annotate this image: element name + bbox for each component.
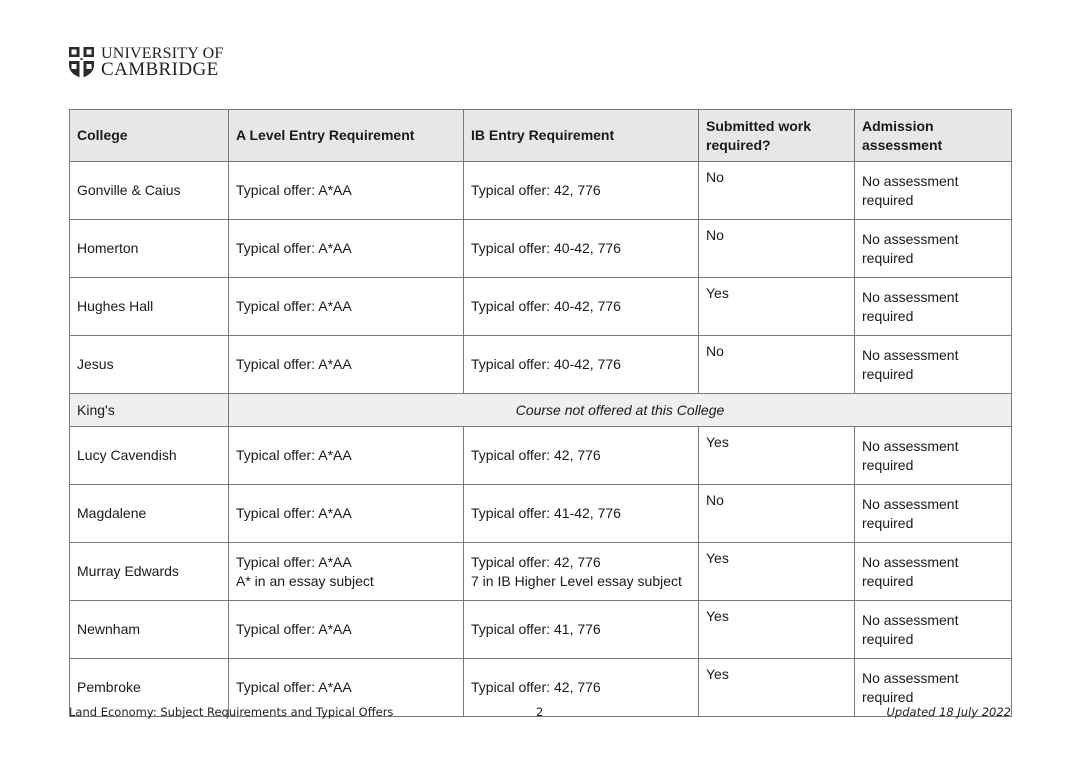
college-cell: King's — [70, 394, 229, 427]
college-cell: Murray Edwards — [70, 543, 229, 601]
column-header-college: College — [70, 110, 229, 162]
table-row — [70, 336, 1012, 394]
alevel-cell: Typical offer: A*AA — [229, 162, 464, 220]
logo-wordmark — [101, 46, 223, 78]
table-header-row — [70, 110, 1012, 162]
alevel-cell: Typical offer: A*AA — [229, 659, 464, 717]
ib-cell: Typical offer: 42, 776 — [464, 659, 699, 717]
table-row — [70, 162, 1012, 220]
assessment-cell: No assessment required — [855, 427, 1012, 485]
submitted-work-cell: Yes — [699, 601, 855, 659]
submitted-work-cell: No — [699, 336, 855, 394]
column-header-ib: IB Entry Requirement — [464, 110, 699, 162]
ib-cell: Typical offer: 41, 776 — [464, 601, 699, 659]
submitted-work-cell: No — [699, 220, 855, 278]
college-cell: Gonville & Caius — [70, 162, 229, 220]
assessment-cell: No assessment required — [855, 659, 1012, 717]
college-cell: Lucy Cavendish — [70, 427, 229, 485]
alevel-cell: Typical offer: A*AA — [229, 278, 464, 336]
submitted-work-cell: No — [699, 485, 855, 543]
alevel-cell: Typical offer: A*AA — [229, 220, 464, 278]
submitted-work-cell: Yes — [699, 659, 855, 717]
footer-page-number: 2 — [536, 705, 544, 719]
alevel-line: A* in an essay subject — [236, 572, 374, 589]
alevel-cell: Typical offer: A*AA — [229, 427, 464, 485]
college-cell: Magdalene — [70, 485, 229, 543]
table-row — [70, 543, 1012, 601]
table-row — [70, 220, 1012, 278]
column-header-submitted-work: Submitted work required? — [699, 110, 855, 162]
assessment-cell: No assessment required — [855, 485, 1012, 543]
logo-line-1: UNIVERSITY OF — [101, 45, 224, 62]
table-row — [70, 485, 1012, 543]
ib-cell: Typical offer: 42, 776 — [464, 427, 699, 485]
ib-cell: Typical offer: 40-42, 776 — [464, 278, 699, 336]
ib-cell: Typical offer: 40-42, 776 — [464, 336, 699, 394]
table-row — [70, 278, 1012, 336]
column-header-alevel: A Level Entry Requirement — [229, 110, 464, 162]
column-header-admission-assessment: Admission assessment — [855, 110, 1012, 162]
assessment-cell: No assessment required — [855, 543, 1012, 601]
ib-cell — [464, 543, 699, 601]
alevel-cell: Typical offer: A*AA — [229, 336, 464, 394]
assessment-cell: No assessment required — [855, 336, 1012, 394]
college-cell: Pembroke — [70, 659, 229, 717]
university-logo — [68, 44, 223, 80]
alevel-line: Typical offer: A*AA — [236, 553, 352, 570]
assessment-cell: No assessment required — [855, 162, 1012, 220]
college-cell: Homerton — [70, 220, 229, 278]
table-row — [70, 427, 1012, 485]
logo-line-2: CAMBRIDGE — [101, 59, 219, 80]
cambridge-shield-icon — [68, 46, 95, 79]
submitted-work-cell: Yes — [699, 543, 855, 601]
alevel-cell — [229, 543, 464, 601]
assessment-cell: No assessment required — [855, 601, 1012, 659]
college-cell: Jesus — [70, 336, 229, 394]
ib-line: 7 in IB Higher Level essay subject — [471, 572, 682, 589]
alevel-cell: Typical offer: A*AA — [229, 485, 464, 543]
submitted-work-cell: No — [699, 162, 855, 220]
college-cell: Hughes Hall — [70, 278, 229, 336]
table-row — [70, 601, 1012, 659]
ib-cell: Typical offer: 41-42, 776 — [464, 485, 699, 543]
ib-cell: Typical offer: 40-42, 776 — [464, 220, 699, 278]
college-cell: Newnham — [70, 601, 229, 659]
ib-cell: Typical offer: 42, 776 — [464, 162, 699, 220]
assessment-cell: No assessment required — [855, 220, 1012, 278]
alevel-cell: Typical offer: A*AA — [229, 601, 464, 659]
submitted-work-cell: Yes — [699, 427, 855, 485]
assessment-cell: No assessment required — [855, 278, 1012, 336]
footer-updated-date: Updated 18 July 2022 — [886, 705, 1011, 719]
not-offered-note: Course not offered at this College — [229, 394, 1012, 427]
ib-line: Typical offer: 42, 776 — [471, 553, 601, 570]
submitted-work-cell: Yes — [699, 278, 855, 336]
requirements-table — [69, 109, 1012, 717]
footer-document-title: Land Economy: Subject Requirements and Typical Offers — [69, 705, 394, 719]
table-row-not-offered — [70, 394, 1012, 427]
